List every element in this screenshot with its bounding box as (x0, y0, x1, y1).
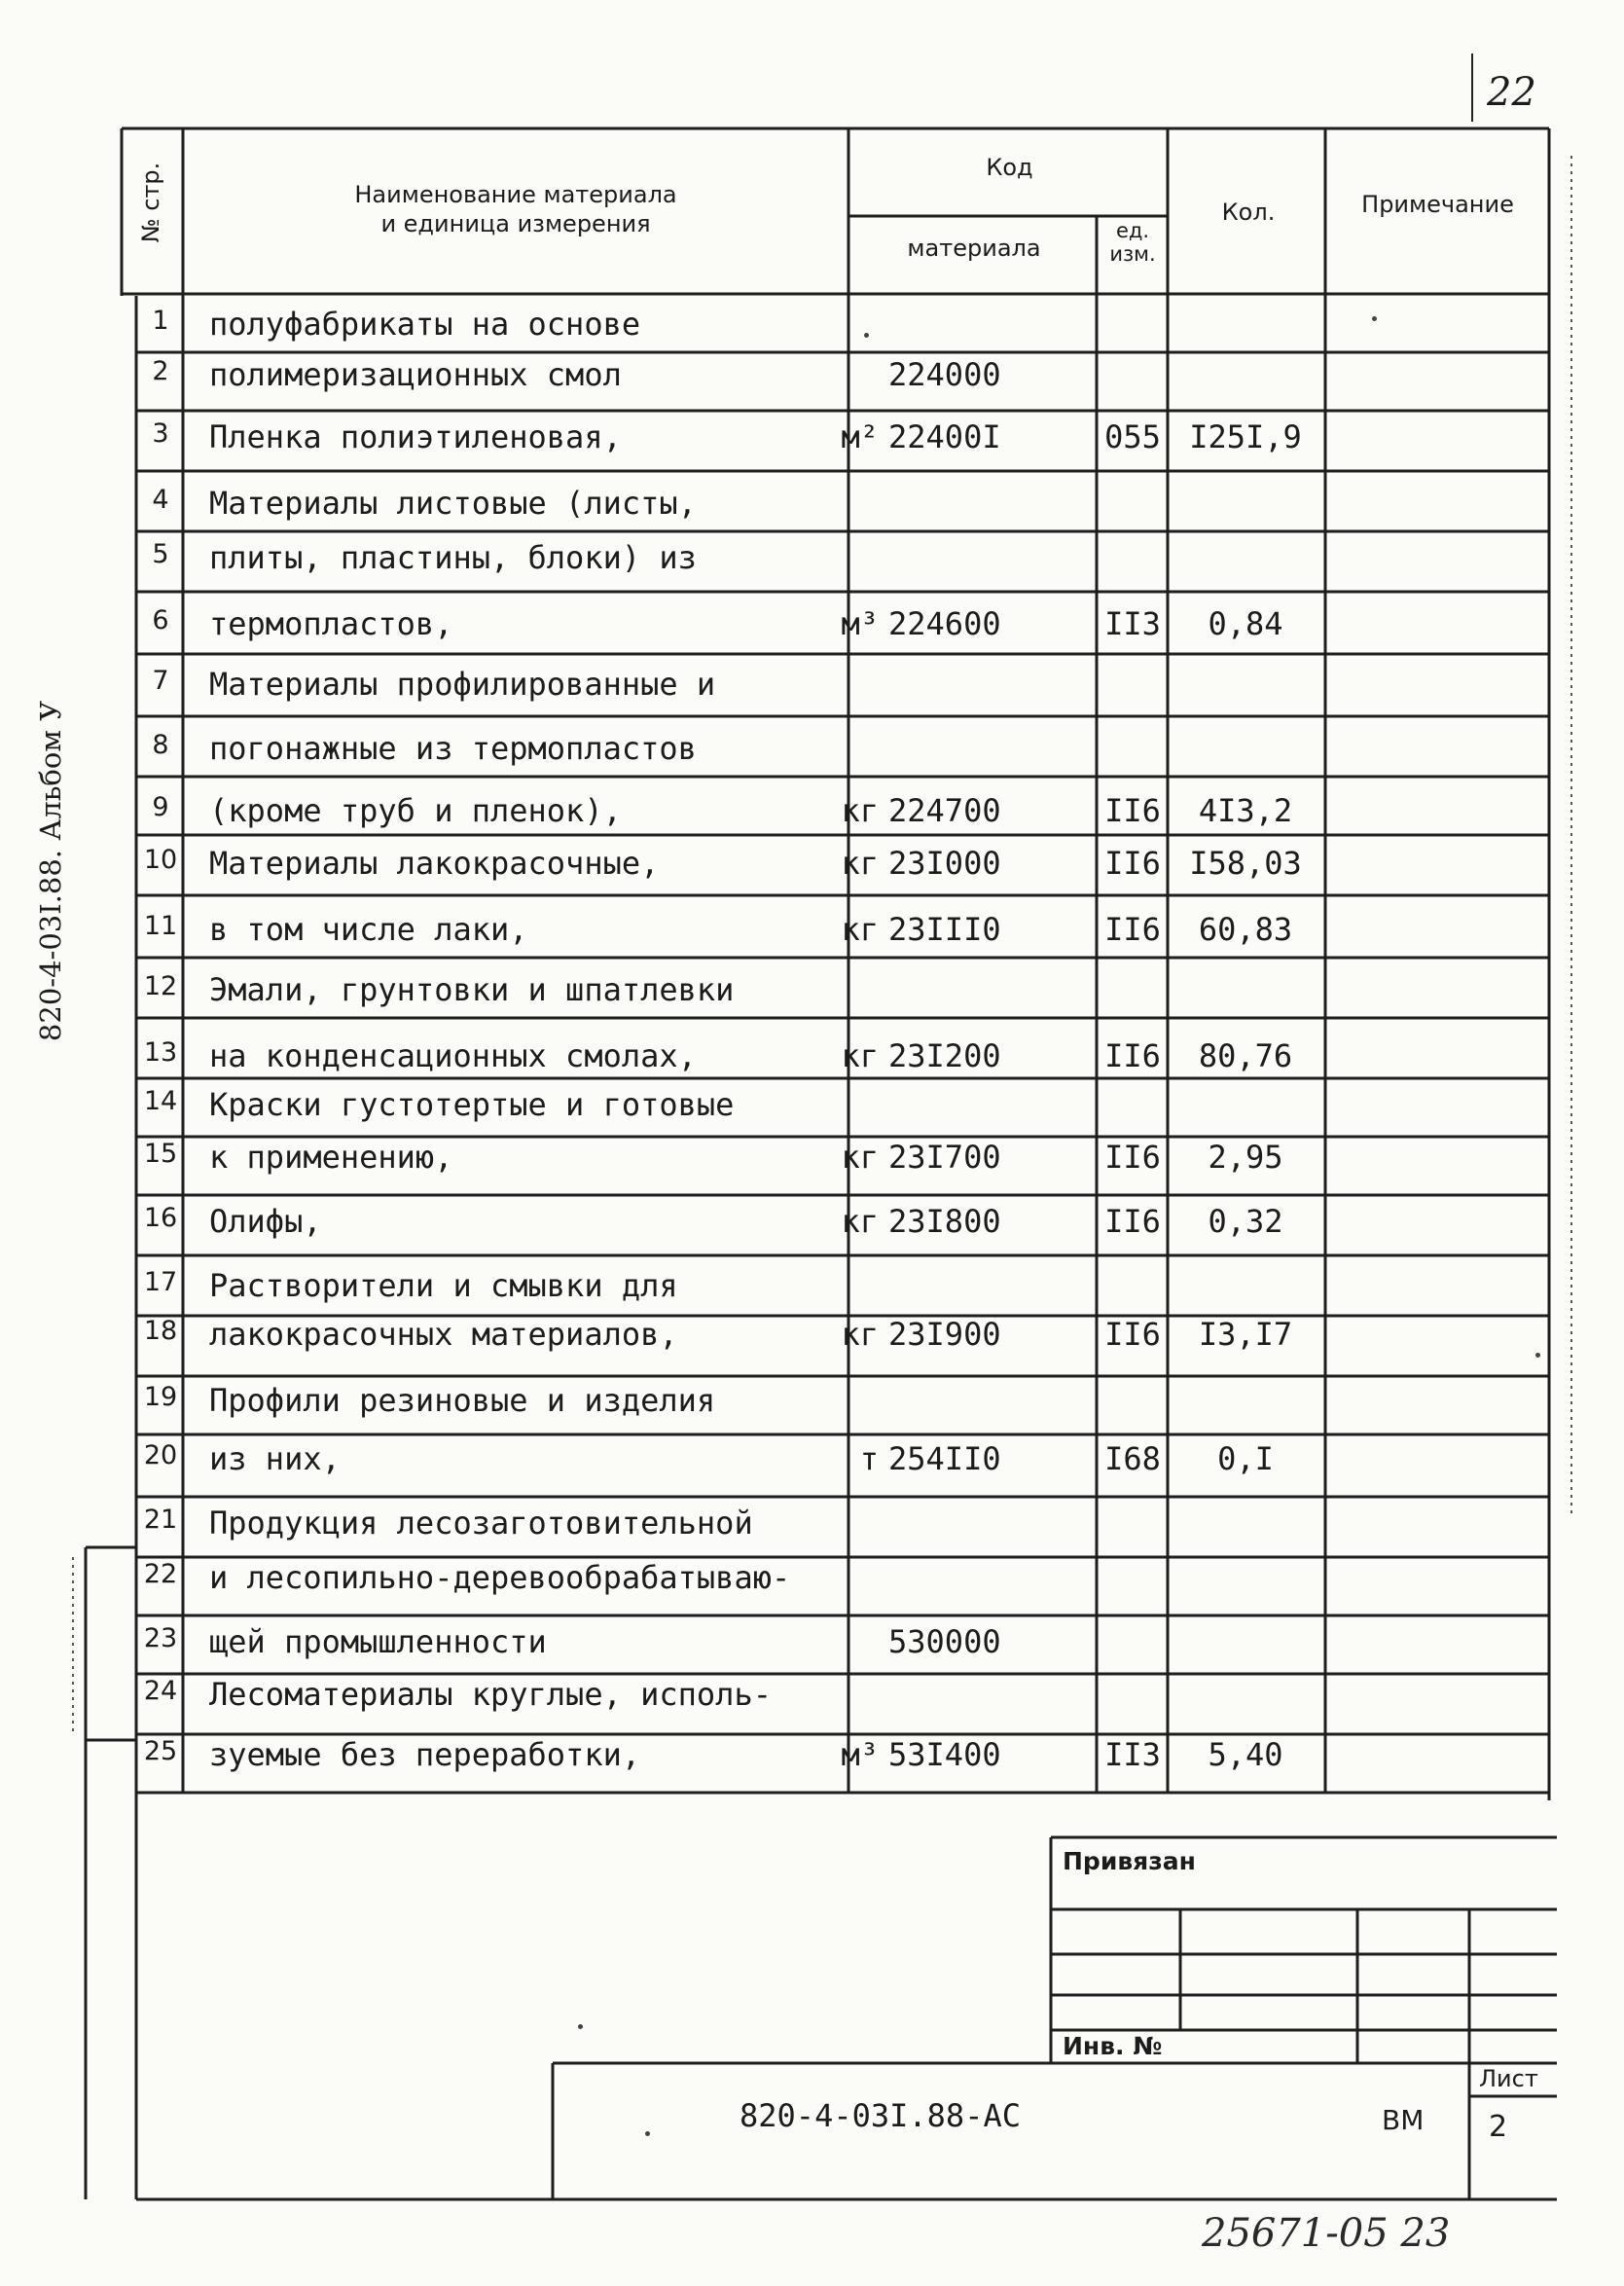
row-unit-code: II3 (1104, 605, 1161, 642)
row-number: 10 (143, 845, 178, 875)
row-name: лакокрасочных материалов, (209, 1316, 678, 1353)
scan-speck (864, 333, 869, 338)
row-number: 5 (152, 539, 169, 569)
row-code: 224000 (888, 356, 1001, 393)
row-number: 21 (143, 1505, 178, 1535)
sheet-label: Лист (1479, 2065, 1538, 2092)
row-unit-code: II3 (1104, 1736, 1161, 1773)
row-unit: кг (841, 911, 879, 948)
row-quantity: 2,95 (1208, 1139, 1283, 1176)
row-name: полимеризационных смол (209, 356, 622, 393)
row-number: 2 (152, 356, 169, 386)
row-unit-code: II6 (1104, 792, 1161, 829)
header-code: Код (986, 154, 1033, 181)
row-quantity: 60,83 (1198, 911, 1293, 948)
scan-speck (578, 2024, 583, 2029)
row-quantity: I25I,9 (1189, 418, 1302, 455)
row-code: 23I000 (888, 845, 1001, 882)
row-code: 23I700 (888, 1139, 1001, 1176)
header-row-number: № стр. (137, 162, 164, 243)
row-quantity: 0,32 (1208, 1203, 1283, 1240)
handwritten-number: 25671-05 23 (1202, 2211, 1451, 2256)
row-number: 17 (143, 1267, 178, 1297)
row-name: Пленка полиэтиленовая, (209, 418, 622, 455)
row-unit: кг (841, 1203, 879, 1240)
row-name: Профили резиновые и изделия (209, 1382, 716, 1419)
row-number: 24 (143, 1676, 178, 1706)
row-unit: кг (841, 845, 879, 882)
header-name-line2: и единица измерения (380, 210, 651, 237)
row-code: 224600 (888, 605, 1001, 642)
row-code: 23I900 (888, 1316, 1001, 1353)
row-quantity: 0,84 (1208, 605, 1283, 642)
row-name: Олифы, (209, 1203, 322, 1240)
row-unit: м³ (841, 1736, 879, 1773)
row-number: 8 (152, 730, 169, 760)
row-name: Продукция лесозаготовительной (209, 1505, 753, 1542)
row-quantity: 5,40 (1208, 1736, 1283, 1773)
row-name: щей промышленности (209, 1623, 547, 1660)
row-number: 13 (143, 1037, 178, 1068)
header-name-line1: Наименование материала (354, 181, 677, 208)
row-code: 23III0 (888, 911, 1001, 948)
row-number: 9 (152, 792, 169, 822)
header-code-unit: ед. изм. (1109, 219, 1156, 266)
row-code: 530000 (888, 1623, 1001, 1660)
row-name: к применению, (209, 1139, 453, 1176)
row-name: Материалы лакокрасочные, (209, 845, 660, 882)
row-name: на конденсационных смолах, (209, 1037, 697, 1074)
row-quantity: I3,I7 (1198, 1316, 1293, 1353)
row-number: 23 (143, 1623, 178, 1653)
row-number: 22 (143, 1559, 178, 1589)
row-number: 3 (152, 418, 169, 449)
row-unit-code: II6 (1104, 1037, 1161, 1074)
row-name: (кроме труб и пленок), (209, 792, 622, 829)
row-quantity: 0,I (1217, 1440, 1274, 1477)
row-name: Эмали, грунтовки и шпатлевки (209, 971, 735, 1008)
row-name: в том числе лаки, (209, 911, 528, 948)
row-quantity: 80,76 (1198, 1037, 1293, 1074)
row-unit: кг (841, 1316, 879, 1353)
row-name: Краски густотертые и готовые (209, 1086, 735, 1123)
row-name: Материалы листовые (листы, (209, 485, 697, 522)
row-name: из них, (209, 1440, 341, 1477)
row-name: полуфабрикаты на основе (209, 306, 641, 343)
row-unit: м² (841, 418, 879, 455)
row-number: 12 (143, 971, 178, 1001)
sheet-value: 2 (1489, 2110, 1508, 2144)
row-code: 53I400 (888, 1736, 1001, 1773)
row-quantity: I58,03 (1189, 845, 1302, 882)
row-name: Лесоматериалы круглые, исполь- (209, 1676, 772, 1713)
row-unit-code: II6 (1104, 845, 1161, 882)
row-number: 20 (143, 1440, 178, 1470)
row-unit-code: II6 (1104, 1316, 1161, 1353)
row-number: 16 (143, 1203, 178, 1233)
row-name: Материалы профилированные и (209, 666, 716, 703)
title-block-inv-no: Инв. № (1063, 2032, 1163, 2060)
row-unit: кг (841, 1037, 879, 1074)
row-code: 224700 (888, 792, 1001, 829)
scan-speck (1535, 1353, 1540, 1358)
row-name: погонажные из термопластов (209, 730, 697, 767)
row-number: 25 (143, 1736, 178, 1766)
row-name: плиты, пластины, блоки) из (209, 539, 697, 576)
header-code-material: материала (907, 235, 1041, 262)
row-name: термопластов, (209, 605, 453, 642)
row-name: Растворители и смывки для (209, 1267, 678, 1304)
header-note: Примечание (1361, 191, 1514, 218)
row-number: 4 (152, 485, 169, 515)
row-number: 14 (143, 1086, 178, 1116)
row-number: 7 (152, 666, 169, 696)
header-quantity: Кол. (1221, 199, 1276, 226)
row-code: 22400I (888, 418, 1001, 455)
scan-speck (1372, 316, 1377, 321)
document-code: 820-4-03I.88-АС (740, 2097, 1021, 2134)
row-number: 11 (143, 911, 178, 941)
document-stage: ВМ (1382, 2104, 1425, 2136)
row-unit-code: II6 (1104, 1139, 1161, 1176)
album-side-label: 820-4-03I.88. Альбом У (34, 700, 67, 1042)
row-code: 23I800 (888, 1203, 1001, 1240)
row-unit: кг (841, 1139, 879, 1176)
row-number: 15 (143, 1139, 178, 1169)
row-unit-code: II6 (1104, 911, 1161, 948)
row-code: 23I200 (888, 1037, 1001, 1074)
row-unit-code: II6 (1104, 1203, 1161, 1240)
row-name: и лесопильно-деревообрабатываю- (209, 1559, 791, 1596)
scan-speck (645, 2131, 650, 2136)
row-number: 1 (152, 306, 169, 336)
row-number: 18 (143, 1316, 178, 1346)
row-name: зуемые без переработки, (209, 1736, 641, 1773)
row-unit: м³ (841, 605, 879, 642)
row-number: 6 (152, 605, 169, 635)
sheet-number: 22 (1487, 70, 1536, 115)
row-quantity: 4I3,2 (1198, 792, 1293, 829)
header-name (185, 180, 847, 238)
title-block-attached: Привязан (1063, 1847, 1196, 1875)
row-unit: т (859, 1440, 879, 1477)
row-unit-code: I68 (1104, 1440, 1161, 1477)
row-unit-code: 055 (1104, 418, 1161, 455)
row-number: 19 (143, 1382, 178, 1412)
row-unit: кг (841, 792, 879, 829)
row-code: 254II0 (888, 1440, 1001, 1477)
